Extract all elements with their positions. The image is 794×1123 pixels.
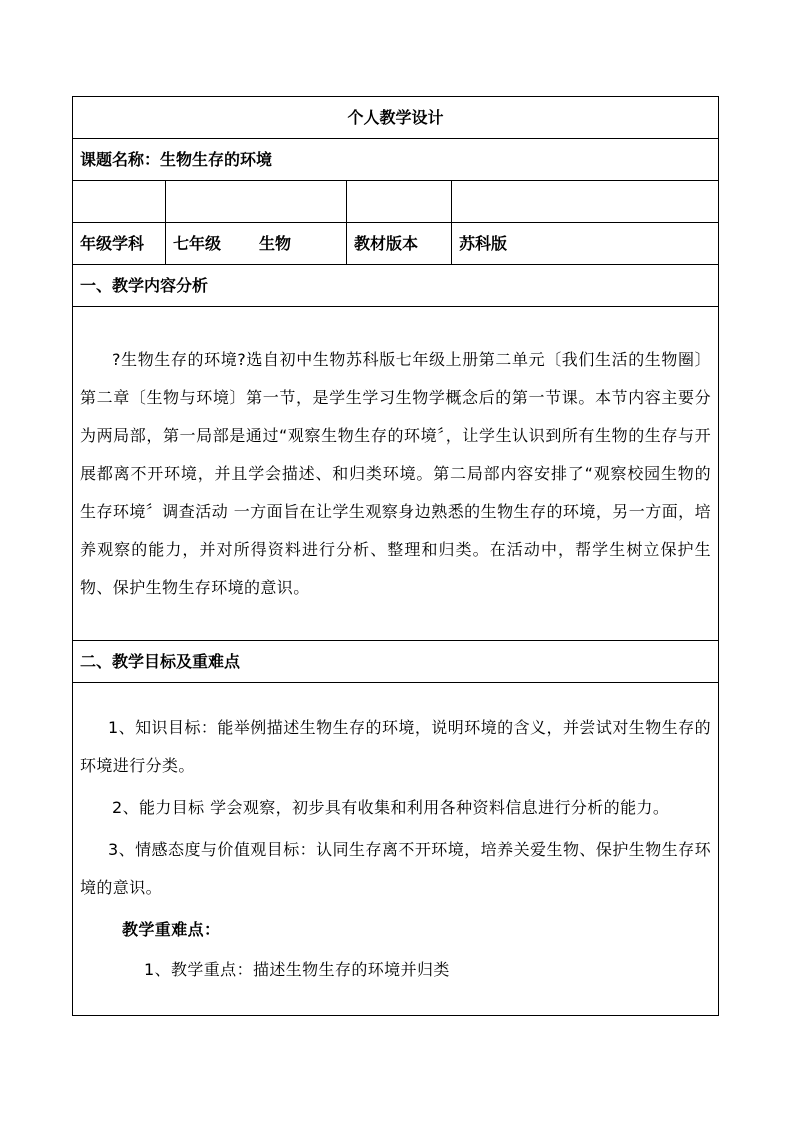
topic-value: 生物生存的环境: [160, 149, 273, 169]
document-title: 个人教学设计: [73, 97, 719, 139]
section1-heading-row: [73, 265, 719, 307]
subject-value: 生物: [259, 233, 292, 253]
empty-cell-4: [452, 181, 719, 223]
key-point-1: 1、教学重点：描述生物生存的环境并归类: [144, 960, 450, 979]
key-points-heading: 教学重难点：: [122, 920, 221, 939]
section2-content-row: [73, 683, 719, 1016]
topic-cell: [73, 139, 719, 181]
goal-knowledge: 1、知识目标：能举例描述生物生存的环境，说明环境的含义，并尝试对生物生存的环境进行分类。: [80, 718, 712, 775]
empty-row: [73, 181, 719, 223]
grade-subject-cell: [166, 223, 347, 265]
edition-label: 教材版本: [347, 223, 452, 265]
goal-attitude: 3、情感态度与价值观目标：认同生存离不开环境，培养关爱生物、保护生物生存环境的意识。: [80, 840, 712, 897]
lesson-plan-table: [72, 96, 719, 1016]
section2-heading: 二、教学目标及重难点: [73, 641, 719, 683]
grade-value: 七年级: [173, 233, 222, 253]
section1-content: [73, 307, 719, 641]
empty-cell-2: [166, 181, 347, 223]
grade-row: [73, 223, 719, 265]
grade-label: 年级学科: [73, 223, 166, 265]
section1-content-row: [73, 307, 719, 641]
topic-row: [73, 139, 719, 181]
edition-value: 苏科版: [452, 223, 719, 265]
content-analysis-paragraph: ?生物生存的环境?选自初中生物苏科版七年级上册第二单元〔我们生活的生物圈〕第二章〔生物与环境〕第一节，是学生学习生物学概念后的第一节课。本节内容主要分为两局部，第一局部是通过“观察生物生存的环境〞，让学生认识到所有生物的生存与开展都离不开环境，并且学会描述、和归类环境。第二局部内容安排了“观察校园生物的生存环境〞调查活动 一方面旨在让学生观察身边熟悉的生物生存的环境，另一方面，培养观察的能力，并对所得资料进行分析、整理和归类。在活动中，帮学生树立保护生物、保护生物生存环境的意识。: [80, 349, 712, 597]
section2-content: [73, 683, 719, 1016]
section1-heading: 一、教学内容分析: [73, 265, 719, 307]
title-row: [73, 97, 719, 139]
section2-heading-row: [73, 641, 719, 683]
empty-cell-3: [347, 181, 452, 223]
goal-ability: 2、能力目标 学会观察，初步具有收集和利用各种资料信息进行分析的能力。: [112, 798, 670, 817]
topic-label: 课题名称：: [80, 149, 161, 169]
empty-cell-1: [73, 181, 166, 223]
